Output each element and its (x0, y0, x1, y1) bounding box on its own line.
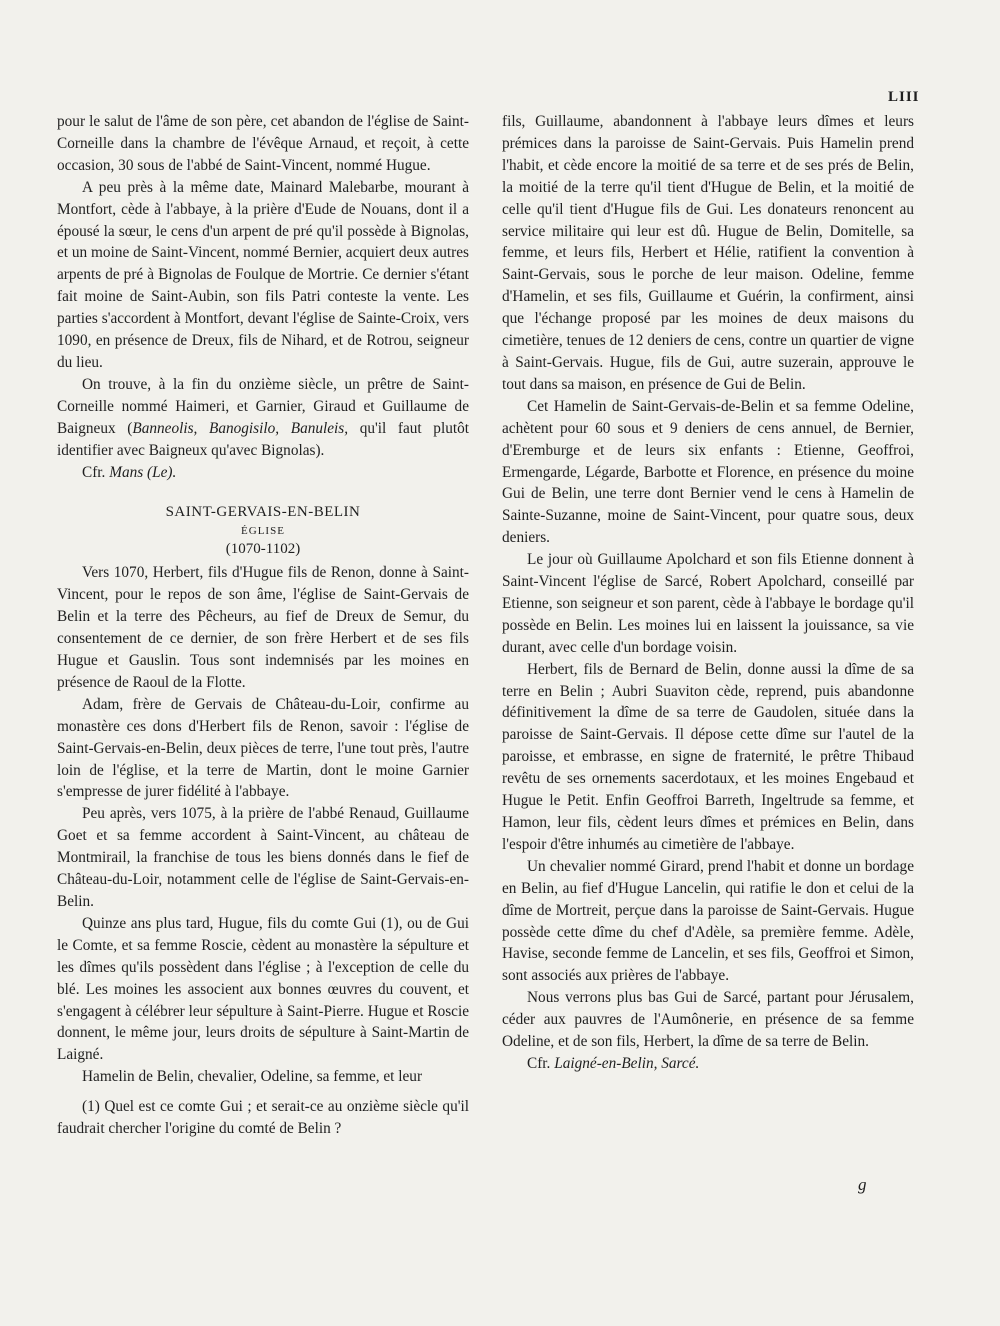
paragraph: Un chevalier nommé Girard, prend l'habit et donne un bordage en Belin, au fief d'Hugue Lancelin, qui ratifie le don et celui de la dîme de Mortreit, perçue dans la paroisse de Saint-Gervais. Hugue possède cette dîme du chef d'Adèle, sa première femme. Adèle, Havise, seconde femme de Lancelin, et ses fils, Geoffroi et Simon, sont associés aux prières de l'abbaye. (502, 857, 914, 985)
cross-reference (57, 462, 469, 484)
cross-reference (502, 1053, 914, 1075)
paragraph: Herbert, fils de Bernard de Belin, donne aussi la dîme de sa terre en Belin ; Aubri Suaviton cède, reprend, puis abandonne définitivement la dîme de sa terre de Gaudolen, située dans la paroisse de Saint-Gervais. Il dépose cette dîme sur l'autel de la paroisse, et embrasse, en signe de fraternité, le prêtre Thibaud revêtu de ses ornements sacerdotaux, et les moines Engebaud et Hugue le Petit. Enfin Geoffroi Barreth, Ingeltrude sa femme, et Hamon, leur fils, cèdent leurs dîmes et prémices en Belin, dans l'espoir d'être inhumés au cimetière de l'abbaye. (502, 660, 914, 853)
text-span: On trouve, à la fin du onzième siècle, un prêtre de Saint-Corneille nommé Haimeri, et Garnier, Giraud et Guillaume de Baigneux ( (57, 375, 469, 437)
signature-mark: g (858, 1175, 867, 1194)
paragraph (57, 374, 469, 462)
cfr-prefix: Cfr. (82, 463, 110, 481)
footnote: (1) Quel est ce comte Gui ; et serait-ce au onzième siècle qu'il faudrait chercher l'origine du comté de Belin ? (57, 1098, 469, 1138)
latin-names: Banneolis, Banogisilo, Banuleis, (132, 419, 349, 437)
running-head-page-number: LIII (888, 89, 920, 105)
cfr-prefix: Cfr. (527, 1054, 555, 1072)
paragraph: Le jour où Guillaume Apolchard et son fils Etienne donnent à Saint-Vincent l'église de Sarcé, Robert Apolchard, conseillé par Etienne, son seigneur et son parent, cède à l'abbaye le bordage qu'il possède en Belin. Les moines lui en laissent la jouissance, sa vie durant, avec celle d'un bordage voisin. (502, 551, 915, 656)
paragraph: Quinze ans plus tard, Hugue, fils du comte Gui (1), ou de Gui le Comte, et sa femme Roscie, cèdent au monastère la sépulture et les dîmes qu'ils possèdent dans l'église ; à l'exception de celle du blé. Les moines les associent aux bonnes œuvres du couvent, et s'engagent à célébrer leur sépulture à Saint-Pierre. Hugue et Roscie donnent, le même jour, leurs droits de sépulture à Saint-Martin de Laigné. (57, 914, 469, 1064)
left-column (57, 111, 469, 1140)
section-dates: (1070-1102) (225, 541, 301, 558)
section-subtitle: ÉGLISE (241, 525, 285, 538)
section-title: SAINT-GERVAIS-EN-BELIN (165, 504, 361, 521)
cfr-reference: Mans (Le). (109, 463, 177, 481)
text-span: qu'il faut plutôt identifier avec Baigneux qu'avec Bignolas). (57, 419, 470, 459)
paragraph: Adam, frère de Gervais de Château-du-Loir, confirme au monastère ces dons d'Herbert fils de Renon, savoir : l'église de Saint-Gervais-en-Belin, deux pièces de terre, l'une tout près, l'autre loin de l'église, et la terre de Martin, dont le moine Garnier s'empresse de jurer fidélité à l'abbaye. (57, 695, 469, 801)
paragraph: Peu après, vers 1075, à la prière de l'abbé Renaud, Guillaume Goet et sa femme accordent à Saint-Vincent, au château de Montmirail, la franchise de tous les biens donnés dans le fief de Château-du-Loir, notamment celle de l'église de Saint-Gervais-en-Belin. (57, 805, 469, 910)
paragraph: A peu près à la même date, Mainard Malebarbe, mourant à Montfort, cède à l'abbaye, à la prière d'Eude de Nouans, dont il a épousé la sœur, le cens d'un arpent de pré qu'il possède à Bignolas, et un moine de Saint-Vincent, nommé Bernier, acquiert deux autres arpents de pré à Bignolas de Foulque de Mortrie. Ce dernier s'étant fait moine de Saint-Aubin, son fils Patri conteste la vente. Les parties s'accordent à Montfort, devant l'église de Sainte-Croix, vers 1090, en présence de Dreux, fils de Nihard, et de Rotrou, seigneur du lieu. (57, 178, 469, 371)
paragraph: Nous verrons plus bas Gui de Sarcé, partant pour Jérusalem, céder aux pauvres de l'Aumônerie, en présence de sa femme Odeline, et de son fils, Herbert, la dîme de sa terre de Belin. (502, 989, 914, 1051)
cfr-reference: Laigné-en-Belin, Sarcé. (554, 1054, 700, 1072)
paragraph: Hamelin de Belin, chevalier, Odeline, sa femme, et leur (82, 1068, 423, 1086)
paragraph: Cet Hamelin de Saint-Gervais-de-Belin et sa femme Odeline, achètent pour 60 sous et 9 deniers de cens annuel, de Bernier, d'Eremburge et de leurs six enfants : Etienne, Geoffroi, Ermengarde, Légarde, Barbotte et Florence, en présence du moine Gui de Belin, une terre dont Bernier vend le cens à Hamelin de Sainte-Suzanne, moine de Saint-Vincent, pour quatre sous, deux deniers. (502, 397, 914, 547)
paragraph: Vers 1070, Herbert, fils d'Hugue fils de Renon, donne à Saint-Vincent, pour le repos de son âme, l'église de Saint-Gervais de Belin et la terre des Pêcheurs, au fief de Dreux de Semur, du consentement de ce dernier, de son frère Herbert et de ses fils Hugue et Gauslin. Tous sont indemnisés par les moines en présence de Raoul de la Flotte. (57, 564, 469, 691)
right-column (502, 111, 914, 1075)
paragraph: pour le salut de l'âme de son père, cet abandon de l'église de Saint-Corneille dans la chambre de l'évêque Arnaud, et reçoit, à cette occasion, 30 sous de l'abbé de Saint-Vincent, nommé Hugue. (57, 113, 469, 174)
paragraph: fils, Guillaume, abandonnent à l'abbaye leurs dîmes et leurs prémices dans la paroisse de Saint-Gervais. Puis Hamelin prend l'habit, et cède encore la moitié de sa terre et de ses prés de Belin, la moitié de la terre qu'il tient d'Hugue de Belin, et la moitié de celle qu'il tient d'Hugue fils de Gui. Les donateurs renoncent au service militaire qui leur est dû. Hugue de Belin, Domitelle, sa femme, et leurs fils, Herbert et Hélie, ratifient la convention à Saint-Gervais, sous le porche de leur maison. Odeline, femme d'Hamelin, et ses fils, Guillaume et Guérin, la confirment, ainsi que l'échange proposé par les moines de deux maisons du cimetière, tenues de 12 deniers de cens, contre un quartier de vigne à Saint-Gervais. Hugue, fils de Gui, autre suzerain, approuve le tout dans sa maison, en présence de Gui de Belin. (502, 113, 914, 393)
